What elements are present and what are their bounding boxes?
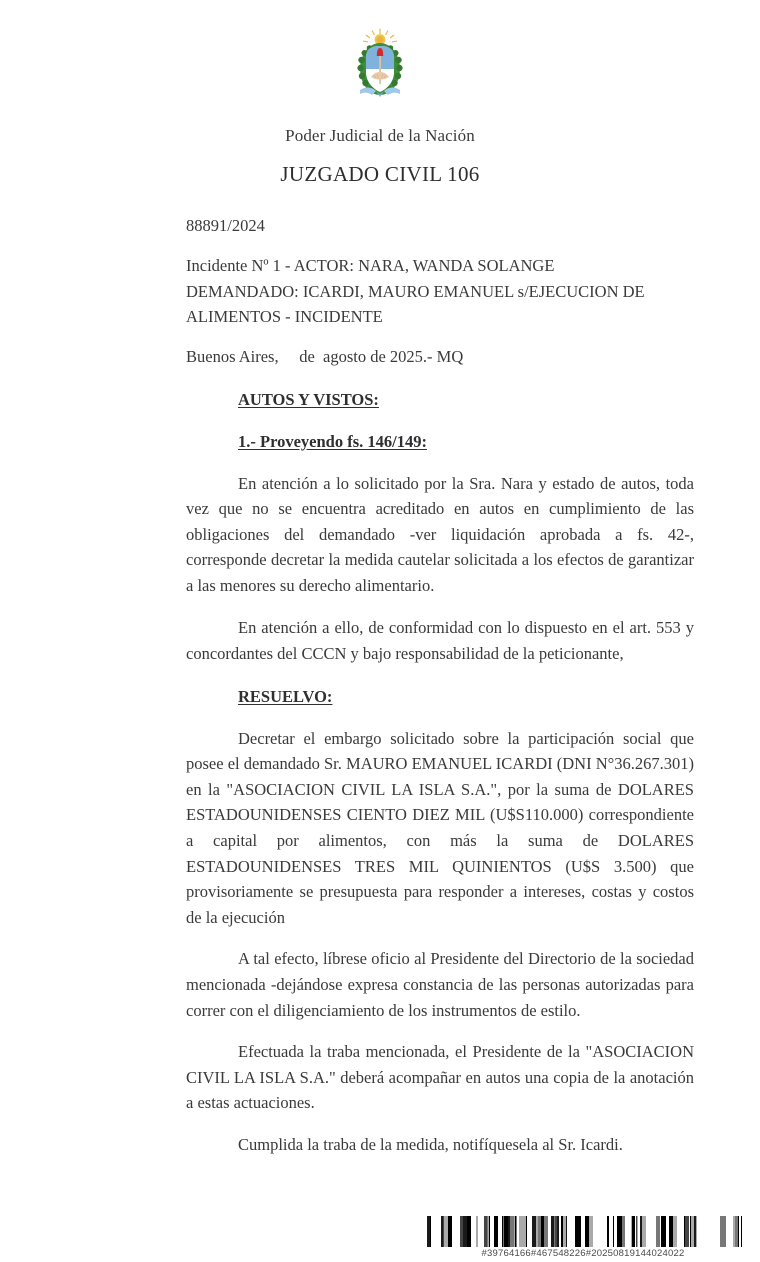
- autos-y-vistos-row: [186, 369, 694, 412]
- case-caption-line-1: Incidente Nº 1 - ACTOR: NARA, WANDA SOLANGE: [186, 256, 555, 275]
- case-caption: [186, 253, 694, 330]
- argentina-coat-of-arms-icon: [354, 28, 406, 104]
- document-body: [186, 214, 694, 1158]
- document-header: [0, 124, 760, 189]
- paragraph-6: Cumplida la traba de la medida, notifíquesela al Sr. Icardi.: [238, 1134, 623, 1154]
- paragraph-1: En atención a lo solicitado por la Sra. Nara y estado de autos, toda vez que no se encuentra acreditado en autos en cumplimiento de las obligaciones del demandado -ver liquidación aprobada a fs. 42-, corresponde decretar la medida cautelar solicitada a los efectos de garantizar a las menores su derecho alimentario.: [186, 473, 694, 595]
- paragraph-5: Efectuada la traba mencionada, el Presidente de la "ASOCIACION CIVIL LA ISLA S.A." deberá acompañar en autos una copia de la anotación a estas actuaciones.: [186, 1042, 694, 1113]
- barcode-container: [424, 1216, 742, 1259]
- paragraph-3: Decretar el embargo solicitado sobre la participación social que posee el demandado Sr. MAURO EMANUEL ICARDI (DNI N°36.267.301) en la "ASOCIACION CIVIL LA ISLA S.A.", por la suma de DOLARES ESTADOUNIDENSES CIENTO DIEZ MIL (U$S110.000) correspondiente a capital por alimentos, con más la suma de DOLARES ESTADOUNIDENSES TRES MIL QUINIENTOS (U$S 3.500) que provisoriamente se presupuesta para responder a intereses, costas y costos de la ejecución: [186, 728, 694, 927]
- paragraph-4: A tal efecto, líbrese oficio al Presidente del Directorio de la sociedad mencionada -dejándose expresa constancia de las personas autorizadas para correr con el diligenciamiento de los instrumentos de estilo.: [186, 949, 694, 1020]
- item-1-heading: 1.- Proveyendo fs. 146/149:: [238, 431, 427, 451]
- item-1-row: [186, 412, 694, 454]
- case-caption-line-3: ALIMENTOS - INCIDENTE: [186, 307, 383, 326]
- resuelvo-row: [186, 667, 694, 709]
- barcode-image: [424, 1216, 742, 1247]
- resuelvo-heading: RESUELVO:: [238, 686, 333, 706]
- case-caption-line-2: DEMANDADO: ICARDI, MAURO EMANUEL s/EJECUCION DE: [186, 281, 645, 301]
- case-number: 88891/2024: [186, 216, 265, 235]
- coat-of-arms-container: [0, 28, 760, 104]
- court-system-title: Poder Judicial de la Nación: [285, 126, 475, 145]
- court-name-title: JUZGADO CIVIL 106: [280, 162, 480, 186]
- barcode-number: #39764166#467548226#20250819144024022: [481, 1248, 685, 1259]
- place-and-date: Buenos Aires, de agosto de 2025.- MQ: [186, 346, 464, 366]
- autos-y-vistos-heading: AUTOS Y VISTOS:: [238, 389, 379, 409]
- paragraph-2: En atención a ello, de conformidad con lo dispuesto en el art. 553 y concordantes del CCCN y bajo responsabilidad de la peticionante,: [186, 618, 694, 664]
